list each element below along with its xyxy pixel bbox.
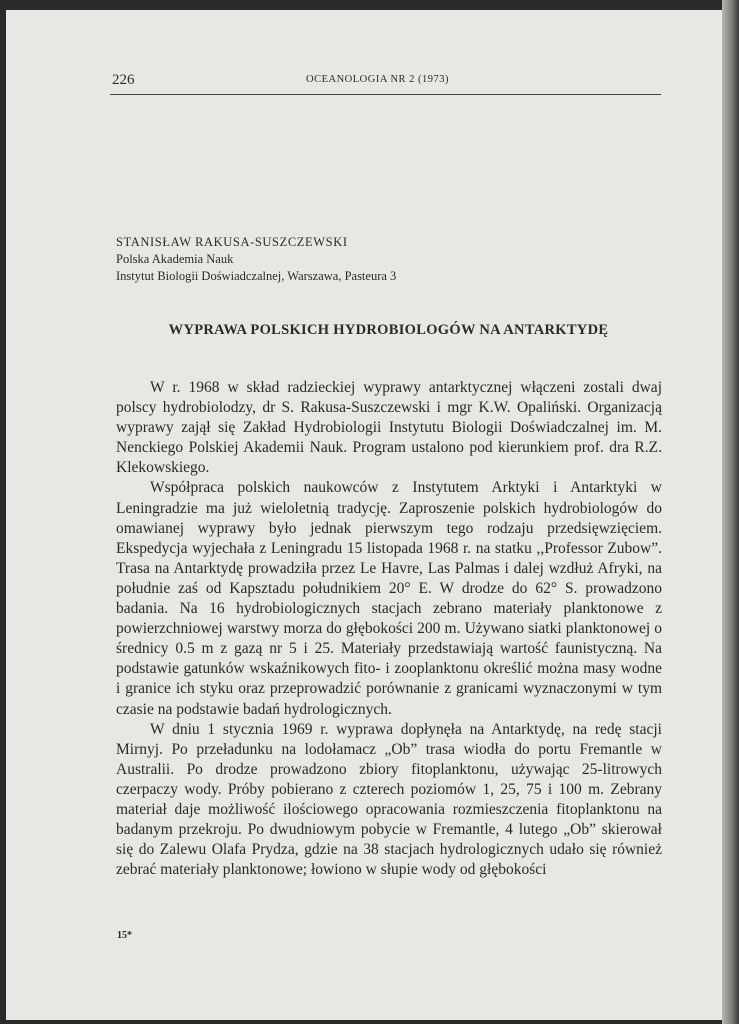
article-title: WYPRAWA POLSKICH HYDROBIOLOGÓW NA ANTARKTYDĘ — [168, 322, 609, 338]
paragraph: W dniu 1 stycznia 1969 r. wyprawa dopłynęła na Antarktydę, na redę stacji Mirnyj. Po przeładunku na lodołamacz „Ob” trasa wiodła do portu Fremantle w Australii. Po drodze prowadzono zbiory fitoplanktonu, używając 25-litrowych czerpaczy wody. Próby pobierano z czterech poziomów 1, 25, 75 i 100 m. Zebrany materiał daje możliwość ilościowego opracowania rozmieszczenia fitoplanktonu na badanym przekroju. Po dwudniowym pobycie w Fremantle, 4 lutego „Ob” skierował się do Zalewu Olafa Prydza, gdzie na 38 stacjach hydrologicznych udało się również zebrać materiały planktonowe; łowiono w słupie wody od głębokości — [116, 720, 662, 879]
paragraph: Współpraca polskich naukowców z Instytutem Arktyki i Antarktyki w Leningradzie ma już wieloletnią tradycję. Zaproszenie polskich hydrobiologów do omawianej wyprawy było jednak pierwszym tego rodzaju przedsięwzięciem. Ekspedycja wyjechała z Leningradu 15 listopada 1968 r. na statku ,,Professor Zubow”. Trasa na Antarktydę prowadziła przez Le Havre, Las Palmas i dalej wzdłuż Afryki, na południe zaś od Kapsztadu południkiem 20° E. W drodze do 62° S. prowadzono badania. Na 16 hydrobiologicznych stacjach zebrano materiały planktonowe z powierzchniowej warstwy morza do głębokości 200 m. Używano siatki planktonowej o średnicy 0.5 m z gazą nr 5 i 25. Materiały przedstawiają wartość faunistyczną. Na podstawie gatunków wskaźnikowych fito- i zooplanktonu określić można masy wodne i granice ich styku oraz przeprowadzić porównanie z granicami wyznaczonymi w tym czasie na podstawie badań hydrologicznych. — [116, 479, 662, 718]
author-block — [116, 234, 396, 285]
author-affiliation-1: Polska Akademia Nauk — [116, 252, 234, 266]
running-header — [110, 72, 661, 95]
page-edge — [722, 0, 739, 1024]
paragraph: W r. 1968 w skład radzieckiej wyprawy antarktycznej włączeni zostali dwaj polscy hydrobiolodzy, dr S. Rakusa-Suszczewski i mgr K.W. Opaliński. Organizacją wyprawy zajął się Zakład Hydrobiologii Instytutu Biologii Doświadczalnej im. M. Nenckiego Polskiej Akademii Nauk. Program ustalono pod kierunkiem prof. dra R.Z. Klekowskiego. — [116, 379, 662, 477]
journal-title: OCEANOLOGIA NR 2 (1973) — [306, 74, 450, 85]
document-page — [6, 10, 722, 1020]
author-affiliation-2: Instytut Biologii Doświadczalnej, Warszawa, Pasteura 3 — [116, 269, 397, 283]
article-body — [116, 378, 662, 880]
signature-mark: 15* — [117, 930, 132, 941]
page-number: 226 — [112, 72, 135, 88]
author-name: STANISŁAW RAKUSA-SUSZCZEWSKI — [116, 235, 348, 249]
